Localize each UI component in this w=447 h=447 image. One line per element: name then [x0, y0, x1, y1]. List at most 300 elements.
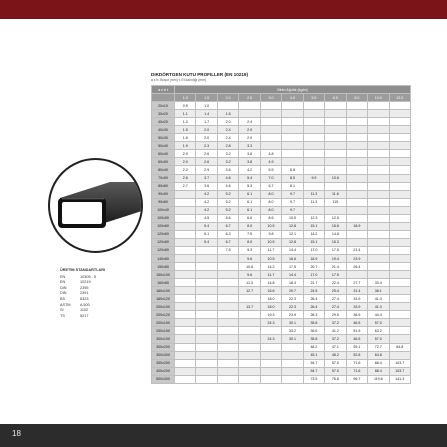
weight-cell: 6.1 [239, 198, 260, 206]
weight-cell: 5.2 [217, 198, 238, 206]
weight-cell [325, 110, 346, 118]
table-row [152, 287, 411, 295]
weight-cell [260, 375, 281, 383]
weight-cell [389, 271, 410, 279]
standard-value: 5217 [80, 313, 89, 318]
weight-cell [196, 303, 217, 311]
table-row [152, 198, 411, 206]
weight-cell: 39.6 [303, 327, 324, 335]
footer-bar [0, 424, 447, 447]
weight-cell [217, 311, 238, 319]
weight-cell [260, 126, 281, 134]
weight-cell [389, 150, 410, 158]
weight-cell: 16.6 [325, 222, 346, 230]
weight-cell [260, 359, 281, 367]
weight-cell [368, 142, 389, 150]
weight-cell [239, 102, 260, 110]
weight-cell: 7.0 [260, 174, 281, 182]
weight-cell: 4.2 [196, 190, 217, 198]
size-cell: 120x80 [152, 238, 175, 246]
weight-cell [368, 102, 389, 110]
size-cell: 60x50 [152, 158, 175, 166]
weight-cell [239, 335, 260, 343]
weight-cell [217, 351, 238, 359]
production-standards [60, 268, 105, 319]
weight-cell [175, 214, 196, 222]
weight-cell [282, 158, 303, 166]
weight-cell: 2.4 [217, 126, 238, 134]
weight-cell: 11.6 [325, 190, 346, 198]
weight-cell [325, 150, 346, 158]
size-cell: 200x100 [152, 303, 175, 311]
weight-cell [303, 126, 324, 134]
weight-cell: 10.5 [260, 222, 281, 230]
weight-cell: 26.4 [303, 295, 324, 303]
standard-code: EN [60, 280, 66, 285]
weight-cell [196, 246, 217, 254]
weight-cell [346, 110, 367, 118]
weight-cell [346, 271, 367, 279]
weight-cell [217, 263, 238, 271]
thickness-header: 2.0 [217, 94, 238, 102]
weight-cell [260, 142, 281, 150]
standard-code: DIN [60, 285, 67, 290]
weight-cell: 14.2 [303, 230, 324, 238]
table-row [152, 110, 411, 118]
weight-cell: 1.6 [175, 134, 196, 142]
weight-cell [389, 142, 410, 150]
size-cell: 300x200 [152, 343, 175, 351]
standard-item [60, 314, 105, 320]
weight-cell: 3.8 [239, 158, 260, 166]
weight-cell [325, 102, 346, 110]
weight-cell: 23.9 [282, 311, 303, 319]
weight-cell: 12.1 [282, 230, 303, 238]
size-cell: 200x120 [152, 311, 175, 319]
weight-cell: 71.6 [346, 359, 367, 367]
weight-cell: 47.1 [325, 343, 346, 351]
weight-cell: 6.8 [282, 166, 303, 174]
table-row [152, 271, 411, 279]
thickness-header: 2.5 [239, 94, 260, 102]
weight-cell: 3.2 [217, 158, 238, 166]
table-row [152, 222, 411, 230]
weight-cell: 45.1 [303, 351, 324, 359]
weight-cell: 88.4 [368, 359, 389, 367]
size-cell: 80x60 [152, 182, 175, 190]
weight-cell: 5.2 [217, 190, 238, 198]
weight-cell [389, 102, 410, 110]
weight-cell [389, 303, 410, 311]
weight-cell: 33.4 [368, 279, 389, 287]
weight-cell [196, 271, 217, 279]
weight-cell: 3.6 [217, 166, 238, 174]
weight-cell [368, 182, 389, 190]
weight-cell [303, 182, 324, 190]
weight-cell [196, 359, 217, 367]
weight-cell [346, 102, 367, 110]
weight-cell: 2.9 [196, 166, 217, 174]
table-row [152, 327, 411, 335]
weight-cell: 18.9 [346, 222, 367, 230]
weight-cell [196, 287, 217, 295]
weight-cell [389, 311, 410, 319]
standard-code: BS [60, 296, 66, 301]
weight-cell: 8.0 [260, 190, 281, 198]
weight-cell: 57.0 [368, 335, 389, 343]
weight-cell [196, 319, 217, 327]
weight-cell: 1.4 [196, 110, 217, 118]
size-cell: 160x80 [152, 279, 175, 287]
weight-cell [239, 359, 260, 367]
weight-cell: 3.7 [196, 174, 217, 182]
weight-cell [175, 238, 196, 246]
weight-cell: 41.3 [368, 303, 389, 311]
thickness-header: 1.5 [196, 94, 217, 102]
weight-cell: 19.4 [325, 254, 346, 262]
weight-cell [260, 134, 281, 142]
weight-cell [325, 206, 346, 214]
weight-cell: 10.5 [260, 254, 281, 262]
weight-cell [389, 351, 410, 359]
weight-cell [175, 319, 196, 327]
weight-cell: 7.5 [239, 230, 260, 238]
weight-cell [325, 158, 346, 166]
standard-value: 1102 [80, 308, 89, 313]
standard-value: 10305 - 5 [80, 274, 97, 279]
weight-cell: 20.7 [303, 263, 324, 271]
weight-cell [346, 134, 367, 142]
size-cell: 100x40 [152, 206, 175, 214]
weight-cell [175, 327, 196, 335]
weight-cell: 10.6 [239, 263, 260, 271]
weight-cell: 14.4 [282, 246, 303, 254]
weight-cell [217, 359, 238, 367]
weight-cell [282, 343, 303, 351]
weight-cell: 5.2 [217, 206, 238, 214]
weight-cell: 4.2 [239, 166, 260, 174]
weight-cell [175, 359, 196, 367]
table-row [152, 230, 411, 238]
weight-cell [239, 110, 260, 118]
weight-cell [175, 190, 196, 198]
weight-cell [175, 375, 196, 383]
weight-cell: 19.3 [260, 311, 281, 319]
weight-cell: 2.0 [196, 126, 217, 134]
weight-cell: 3.6 [196, 182, 217, 190]
weight-cell [260, 343, 281, 351]
weight-cell [196, 367, 217, 375]
thickness-header-blank [152, 94, 175, 102]
weight-cell: 6.7 [260, 182, 281, 190]
weight-cell [175, 206, 196, 214]
table-row [152, 158, 411, 166]
weight-cell: 2.6 [175, 174, 196, 182]
weight-cell: 15.1 [303, 238, 324, 246]
weight-cell [389, 254, 410, 262]
weight-cell [239, 319, 260, 327]
weight-cell: 141.3 [389, 375, 410, 383]
weight-cell: 27.7 [346, 279, 367, 287]
weight-cell [346, 126, 367, 134]
weight-cell [260, 110, 281, 118]
weight-cell [217, 367, 238, 375]
weight-cell [282, 110, 303, 118]
weight-cell: 31.4 [346, 287, 367, 295]
weight-cell: 18.0 [260, 295, 281, 303]
standard-value: 2395 [80, 285, 89, 290]
weight-cell: 2.8 [217, 142, 238, 150]
weight-cell: 16.3 [325, 238, 346, 246]
size-cell: 150x80 [152, 263, 175, 271]
size-cell: 40x30 [152, 126, 175, 134]
weight-cell [196, 311, 217, 319]
weight-cell: 2.0 [217, 118, 238, 126]
weight-cell: 1.5 [175, 126, 196, 134]
weight-cell [217, 279, 238, 287]
weight-cell: 2.9 [239, 126, 260, 134]
standard-code: DIN [60, 291, 67, 296]
weight-cell: 18.0 [260, 303, 281, 311]
weight-cell: 22.3 [282, 295, 303, 303]
weight-cell [368, 118, 389, 126]
weight-cell [260, 327, 281, 335]
weight-cell: 2.0 [196, 134, 217, 142]
weight-cell: 9.6 [239, 271, 260, 279]
size-cell: 90x60 [152, 198, 175, 206]
weight-cell: 18.9 [303, 254, 324, 262]
weight-cell [217, 254, 238, 262]
weight-cell [389, 206, 410, 214]
weight-cell [239, 295, 260, 303]
weight-cell: 30.1 [282, 335, 303, 343]
weight-cell [196, 295, 217, 303]
weight-cell: 8.0 [239, 222, 260, 230]
weight-cell: 11.7 [260, 246, 281, 254]
weight-cell: 38.1 [368, 287, 389, 295]
weight-cell: 46.5 [346, 335, 367, 343]
weight-cell: 6.7 [217, 222, 238, 230]
weight-cell [368, 166, 389, 174]
weight-cell [217, 335, 238, 343]
weight-cell: 44.4 [368, 311, 389, 319]
weight-cell [389, 295, 410, 303]
weight-cell: 37.2 [325, 335, 346, 343]
weight-cell: 8.1 [282, 182, 303, 190]
weight-cell [389, 263, 410, 271]
weight-cell [303, 102, 324, 110]
table-row [152, 246, 411, 254]
table-row [152, 214, 411, 222]
weight-cell: 51.5 [346, 327, 367, 335]
table-row [152, 295, 411, 303]
table-row [152, 319, 411, 327]
profile-table [151, 85, 411, 384]
weight-cell [368, 214, 389, 222]
weight-cell [175, 246, 196, 254]
weight-cell [239, 327, 260, 335]
weight-cell: 27.4 [325, 295, 346, 303]
weight-cell: 2.4 [239, 118, 260, 126]
group-header: Birim Ağırlık (kg/m) [175, 86, 411, 94]
table-row [152, 126, 411, 134]
weight-cell: 3.8 [239, 150, 260, 158]
weight-cell [389, 319, 410, 327]
weight-cell [239, 343, 260, 351]
weight-cell: 8.6 [260, 214, 281, 222]
weight-cell: 12.5 [325, 214, 346, 222]
weight-cell [175, 271, 196, 279]
weight-cell [325, 134, 346, 142]
weight-cell [368, 198, 389, 206]
weight-cell [368, 238, 389, 246]
weight-cell: 11.7 [260, 271, 281, 279]
table-row [152, 343, 411, 351]
size-cell: 200x150 [152, 319, 175, 327]
table-row [152, 134, 411, 142]
weight-cell [368, 134, 389, 142]
weight-cell [282, 375, 303, 383]
thickness-header: 6.0 [325, 94, 346, 102]
size-cell: 50x30 [152, 134, 175, 142]
weight-cell: 8.0 [239, 238, 260, 246]
weight-cell: 3.3 [239, 142, 260, 150]
weight-cell [175, 263, 196, 271]
table-title: DIKDÖRTGEN KUTU PROFILLER (EN 10219) [151, 72, 248, 77]
standard-code: EN [60, 274, 66, 279]
standard-code: ASTM [60, 302, 71, 307]
weight-cell [389, 287, 410, 295]
size-cell: 120x80 [152, 246, 175, 254]
weight-cell: 3.2 [217, 150, 238, 158]
standard-code: TS [60, 313, 65, 318]
table-row [152, 118, 411, 126]
weight-cell [389, 174, 410, 182]
weight-cell: 4.8 [260, 150, 281, 158]
weight-cell: 84.8 [389, 343, 410, 351]
table-row [152, 351, 411, 359]
size-cell: 400x200 [152, 367, 175, 375]
weight-cell: 1.6 [217, 110, 238, 118]
weight-cell [282, 367, 303, 375]
weight-cell [303, 134, 324, 142]
size-cell: 140x80 [152, 254, 175, 262]
weight-cell [368, 222, 389, 230]
weight-cell: 17.0 [303, 271, 324, 279]
weight-cell [346, 198, 367, 206]
table-row [152, 279, 411, 287]
weight-cell: 35.8 [303, 335, 324, 343]
weight-cell [325, 118, 346, 126]
weight-cell: 6.7 [217, 238, 238, 246]
weight-cell [217, 303, 238, 311]
size-cell: 30x20 [152, 110, 175, 118]
size-cell: 150x100 [152, 271, 175, 279]
weight-cell: 15.1 [303, 222, 324, 230]
weight-cell: 1.9 [175, 142, 196, 150]
weight-cell: 24.5 [303, 287, 324, 295]
header-bar [0, 0, 447, 19]
weight-cell [389, 335, 410, 343]
table-row [152, 190, 411, 198]
weight-cell [389, 134, 410, 142]
table-row [152, 182, 411, 190]
weight-cell [196, 351, 217, 359]
weight-cell [368, 263, 389, 271]
weight-cell [175, 287, 196, 295]
weight-cell: 46.2 [325, 351, 346, 359]
weight-cell [175, 335, 196, 343]
weight-cell [303, 206, 324, 214]
weight-cell: 2.0 [175, 150, 196, 158]
size-cell: 100x50 [152, 214, 175, 222]
table-row [152, 166, 411, 174]
weight-cell: 5.4 [196, 238, 217, 246]
size-cell: 20x10 [152, 102, 175, 110]
weight-cell [389, 327, 410, 335]
standard-value: 10219 [80, 280, 91, 285]
weight-cell [368, 246, 389, 254]
weight-cell: 115 [325, 198, 346, 206]
table-row [152, 174, 411, 182]
weight-cell: 57.0 [325, 367, 346, 375]
weight-cell [196, 335, 217, 343]
weight-cell [260, 367, 281, 375]
size-cell: 40x20 [152, 118, 175, 126]
weight-cell: 30.1 [282, 319, 303, 327]
weight-cell [368, 110, 389, 118]
weight-cell [389, 279, 410, 287]
weight-cell: 20.7 [282, 287, 303, 295]
weight-cell: 2.0 [175, 158, 196, 166]
weight-cell: 6.6 [239, 214, 260, 222]
weight-cell: 2.9 [239, 134, 260, 142]
weight-cell: 28.3 [303, 311, 324, 319]
weight-cell: 17.5 [282, 263, 303, 271]
size-cell: 120x60 [152, 230, 175, 238]
weight-cell: 21.4 [325, 263, 346, 271]
weight-cell [175, 222, 196, 230]
weight-cell [368, 230, 389, 238]
weight-cell: 24.3 [260, 335, 281, 343]
size-cell: 300x300 [152, 351, 175, 359]
weight-cell: 22.3 [282, 303, 303, 311]
weight-cell: 103.7 [389, 367, 410, 375]
weight-cell: 1.3 [175, 118, 196, 126]
weight-cell: 9.3 [239, 246, 260, 254]
weight-cell [389, 166, 410, 174]
weight-cell [260, 102, 281, 110]
table-row [152, 303, 411, 311]
weight-cell [196, 375, 217, 383]
weight-cell [325, 126, 346, 134]
weight-cell [346, 142, 367, 150]
weight-cell: 2.6 [196, 150, 217, 158]
weight-cell [282, 102, 303, 110]
weight-cell: 6.3 [217, 230, 238, 238]
weight-cell: 16.6 [282, 254, 303, 262]
weight-cell: 9.9 [303, 174, 324, 182]
thickness-header: 1.0 [175, 94, 196, 102]
weight-cell: 2.2 [175, 166, 196, 174]
weight-cell [325, 142, 346, 150]
weight-cell [389, 118, 410, 126]
weight-cell: 18.3 [282, 279, 303, 287]
weight-cell: 8.5 [282, 174, 303, 182]
weight-cell: 10.5 [282, 214, 303, 222]
weight-cell [303, 150, 324, 158]
weight-cell: 119.8 [368, 375, 389, 383]
